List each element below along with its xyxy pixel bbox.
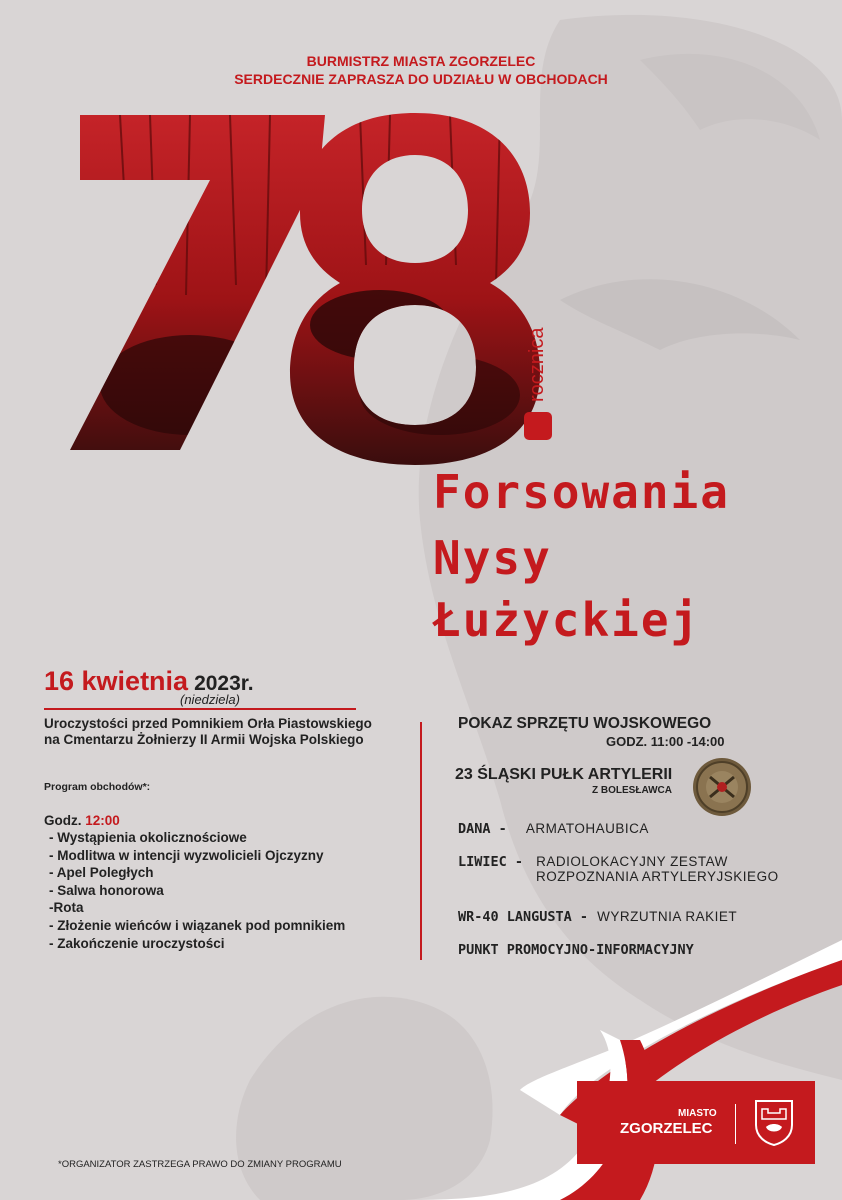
promo-point: PUNKT PROMOCYJNO-INFORMACYJNY [458,942,694,958]
logo-city-label: ZGORZELEC [620,1120,713,1137]
list-item: - Apel Poległych [49,865,154,881]
title-line-1: Forsowania [433,465,730,519]
list-item: - Wystąpienia okolicznościowe [49,830,247,845]
show-time: GODZ. 11:00 -14:00 [606,734,725,749]
date-day-month: 16 kwietnia [44,666,189,696]
list-item: - Salwa honorowa [49,882,164,898]
title-line-3: Łużyckiej [433,593,701,647]
title-line-2: Nysy [433,531,552,585]
logo-separator [735,1104,736,1144]
equipment-desc: WYRZUTNIA RAKIET [597,909,738,924]
equipment-desc: RADIOLOKACYJNY ZESTAW [536,854,728,869]
place-line-1: Uroczystości przed Pomnikiem Orła Piastowskiego [44,716,372,731]
program-label: Program obchodów*: [44,781,151,793]
date-weekday: (niedziela) [180,692,240,707]
show-title: POKAZ SPRZĘTU WOJSKOWEGO [458,715,712,732]
logo-miasto-label: MIASTO [678,1108,717,1119]
rocznica-label: rocznica [526,327,548,402]
date-year: 2023r. [194,672,254,695]
regiment-name: 23 ŚLĄSKI PUŁK ARTYLERII [455,766,673,783]
equipment-name: DANA - [458,821,507,837]
footnote: *ORGANIZATOR ZASTRZEGA PRAWO DO ZMIANY PROGRAMU [58,1159,342,1170]
list-item: -Rota [49,900,84,916]
city-crest-icon [752,1097,796,1147]
equipment-desc-line-2: ROZPOZNANIA ARTYLERYJSKIEGO [536,869,779,884]
equipment-name: LIWIEC - [458,854,524,870]
list-item: - Złożenie wieńców i wiązanek pod pomnikiem [49,917,346,933]
list-item: - Zakończenie uroczystości [49,935,225,951]
equipment-name: WR-40 LANGUSTA - [458,909,589,925]
program-time-value: 12:00 [85,813,120,828]
program-time-prefix: Godz. [44,813,82,828]
header-line-2: SERDECZNIE ZAPRASZA DO UDZIAŁU W OBCHODACH [234,71,608,87]
anniversary-number: 78 [60,80,81,99]
header-line-1: BURMISTRZ MIASTA ZGORZELEC [306,53,536,69]
regiment-from: Z BOLESŁAWCA [592,785,672,796]
list-item: - Modlitwa w intencji wyzwolicieli Ojczyzny [49,847,324,863]
equipment-desc: ARMATOHAUBICA [525,821,649,836]
place-line-2: na Cmentarzu Żołnierzy II Armii Wojska Polskiego [44,732,364,747]
